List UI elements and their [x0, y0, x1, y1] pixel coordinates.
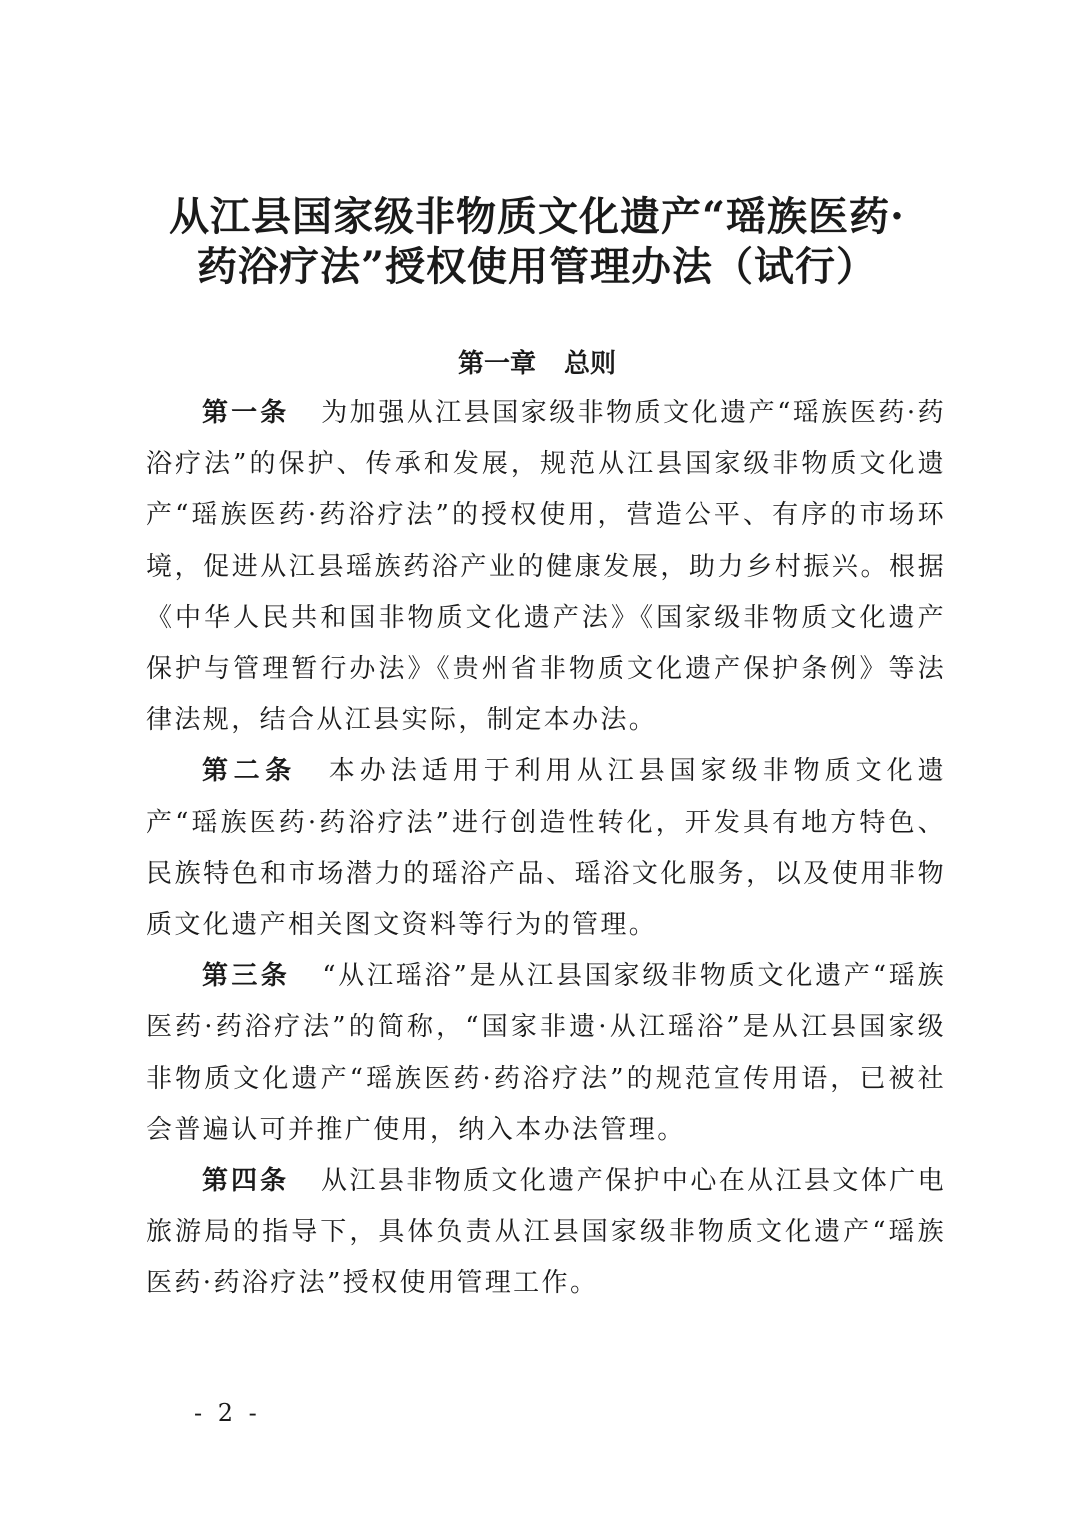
- article-3-number: 第三条: [202, 961, 291, 992]
- page-number: - 2 -: [194, 1399, 261, 1427]
- document-body: [146, 388, 946, 1310]
- article-2-number: 第二条: [202, 756, 297, 787]
- article-2: [146, 746, 946, 951]
- article-4: [146, 1156, 946, 1310]
- document-title-line-1: 从江县国家级非物质文化遗产“瑶族医药·: [169, 193, 905, 240]
- article-1-text: 为加强从江县国家级非物质文化遗产“瑶族医药·药浴疗法”的保护、传承和发展，规范从江县国家级非物质文化遗产“瑶族医药·药浴疗法”的授权使用，营造公平、有序的市场环境，促进从江县瑶族药浴产业的健康发展，助力乡村振兴。根据《中华人民共和国非物质文化遗产法》《国家级非物质文化遗产保护与管理暂行办法》《贵州省非物质文化遗产保护条例》等法律法规，结合从江县实际，制定本办法。: [146, 398, 946, 736]
- chapter-number: 第一章: [457, 349, 536, 379]
- article-4-text: 从江县非物质文化遗产保护中心在从江县文体广电旅游局的指导下，具体负责从江县国家级非物质文化遗产“瑶族医药·药浴疗法”授权使用管理工作。: [146, 1166, 946, 1299]
- chapter-heading: [0, 342, 1074, 386]
- document-title-line-2: 药浴疗法”授权使用管理办法（试行）: [196, 243, 877, 290]
- article-3: [146, 951, 946, 1156]
- chapter-name: 总则: [564, 349, 617, 379]
- article-3-text: “从江瑶浴”是从江县国家级非物质文化遗产“瑶族医药·药浴疗法”的简称，“国家非遗·从江瑶浴”是从江县国家级非物质文化遗产“瑶族医药·药浴疗法”的规范宣传用语，已被社会普遍认可并推广使用，纳入本办法管理。: [146, 961, 946, 1145]
- article-2-text: 本办法适用于利用从江县国家级非物质文化遗产“瑶族医药·药浴疗法”进行创造性转化，开发具有地方特色、民族特色和市场潜力的瑶浴产品、瑶浴文化服务，以及使用非物质文化遗产相关图文资料等行为的管理。: [146, 756, 946, 941]
- article-1: [146, 388, 946, 746]
- article-1-number: 第一条: [202, 398, 290, 428]
- article-4-number: 第四条: [202, 1166, 290, 1197]
